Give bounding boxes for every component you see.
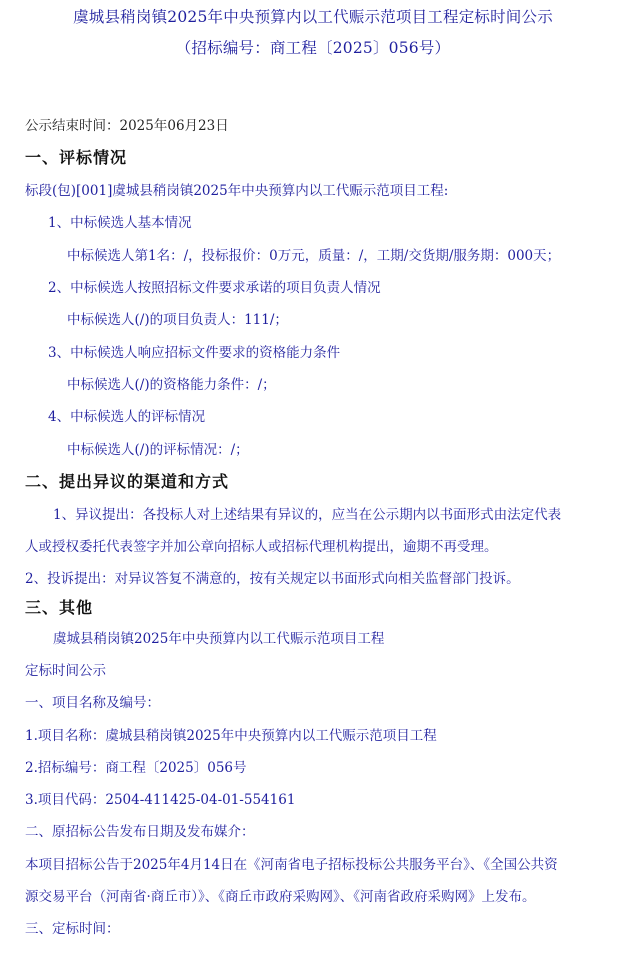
project-name-heading: 一、项目名称及编号： <box>25 695 160 711</box>
item4-detail: 中标候选人(/)的评标情况：/； <box>67 442 249 458</box>
complaint-para: 2、投诉提出：对异议答复不满意的，按有关规定以书面形式向相关监督部门投诉。 <box>25 571 520 587</box>
item4-label: 4、中标候选人的评标情况 <box>48 409 206 425</box>
project-name: 1.项目名称：虞城县稍岗镇2025年中央预算内以工代赈示范项目工程 <box>25 728 437 744</box>
item1-detail: 中标候选人第1名：/，投标报价：0万元，质量：/，工期/交货期/服务期：000天； <box>67 248 561 264</box>
item1-label: 1、中标候选人基本情况 <box>48 215 192 231</box>
page-title: 虞城县稍岗镇2025年中央预算内以工代赈示范项目工程定标时间公示 <box>73 8 553 26</box>
lot-title: 标段(包)[001]虞城县稍岗镇2025年中央预算内以工代赈示范项目工程: <box>25 183 449 199</box>
tender-number: 2.招标编号：商工程〔2025〕056号 <box>25 760 247 776</box>
award-time-heading: 三、定标时间： <box>25 921 120 937</box>
announcement-end-time: 公示结束时间：2025年06月23日 <box>25 118 229 134</box>
publish-line1: 本项目招标公告于2025年4月14日在《河南省电子招标投标公共服务平台》、《全国公共资 <box>25 857 558 873</box>
item2-detail: 中标候选人(/)的项目负责人：111/； <box>67 312 288 328</box>
section3-heading: 三、其他 <box>25 598 94 617</box>
section2-heading: 二、提出异议的渠道和方式 <box>25 472 230 491</box>
objection-para-line1: 1、异议提出：各投标人对上述结果有异议的，应当在公示期内以书面形式由法定代表 <box>53 507 562 523</box>
item3-label: 3、中标候选人响应招标文件要求的资格能力条件 <box>48 345 341 361</box>
objection-para-line2: 人或授权委托代表签字并加公章向招标人或招标代理机构提出，逾期不再受理。 <box>25 539 498 555</box>
item2-label: 2、中标候选人按照招标文件要求承诺的项目负责人情况 <box>48 280 381 296</box>
section1-heading: 一、评标情况 <box>25 148 128 167</box>
page-subtitle: （招标编号：商工程〔2025〕056号） <box>175 39 451 57</box>
publish-heading: 二、原招标公告发布日期及发布媒介： <box>25 824 255 840</box>
other-line1: 虞城县稍岗镇2025年中央预算内以工代赈示范项目工程 <box>53 631 385 647</box>
item3-detail: 中标候选人(/)的资格能力条件：/； <box>67 377 276 393</box>
publish-line2: 源交易平台（河南省·商丘市）》、《商丘市政府采购网》、《河南省政府采购网》上发布。 <box>25 889 536 905</box>
other-line2: 定标时间公示 <box>25 663 106 679</box>
project-code: 3.项目代码：2504-411425-04-01-554161 <box>25 792 296 808</box>
